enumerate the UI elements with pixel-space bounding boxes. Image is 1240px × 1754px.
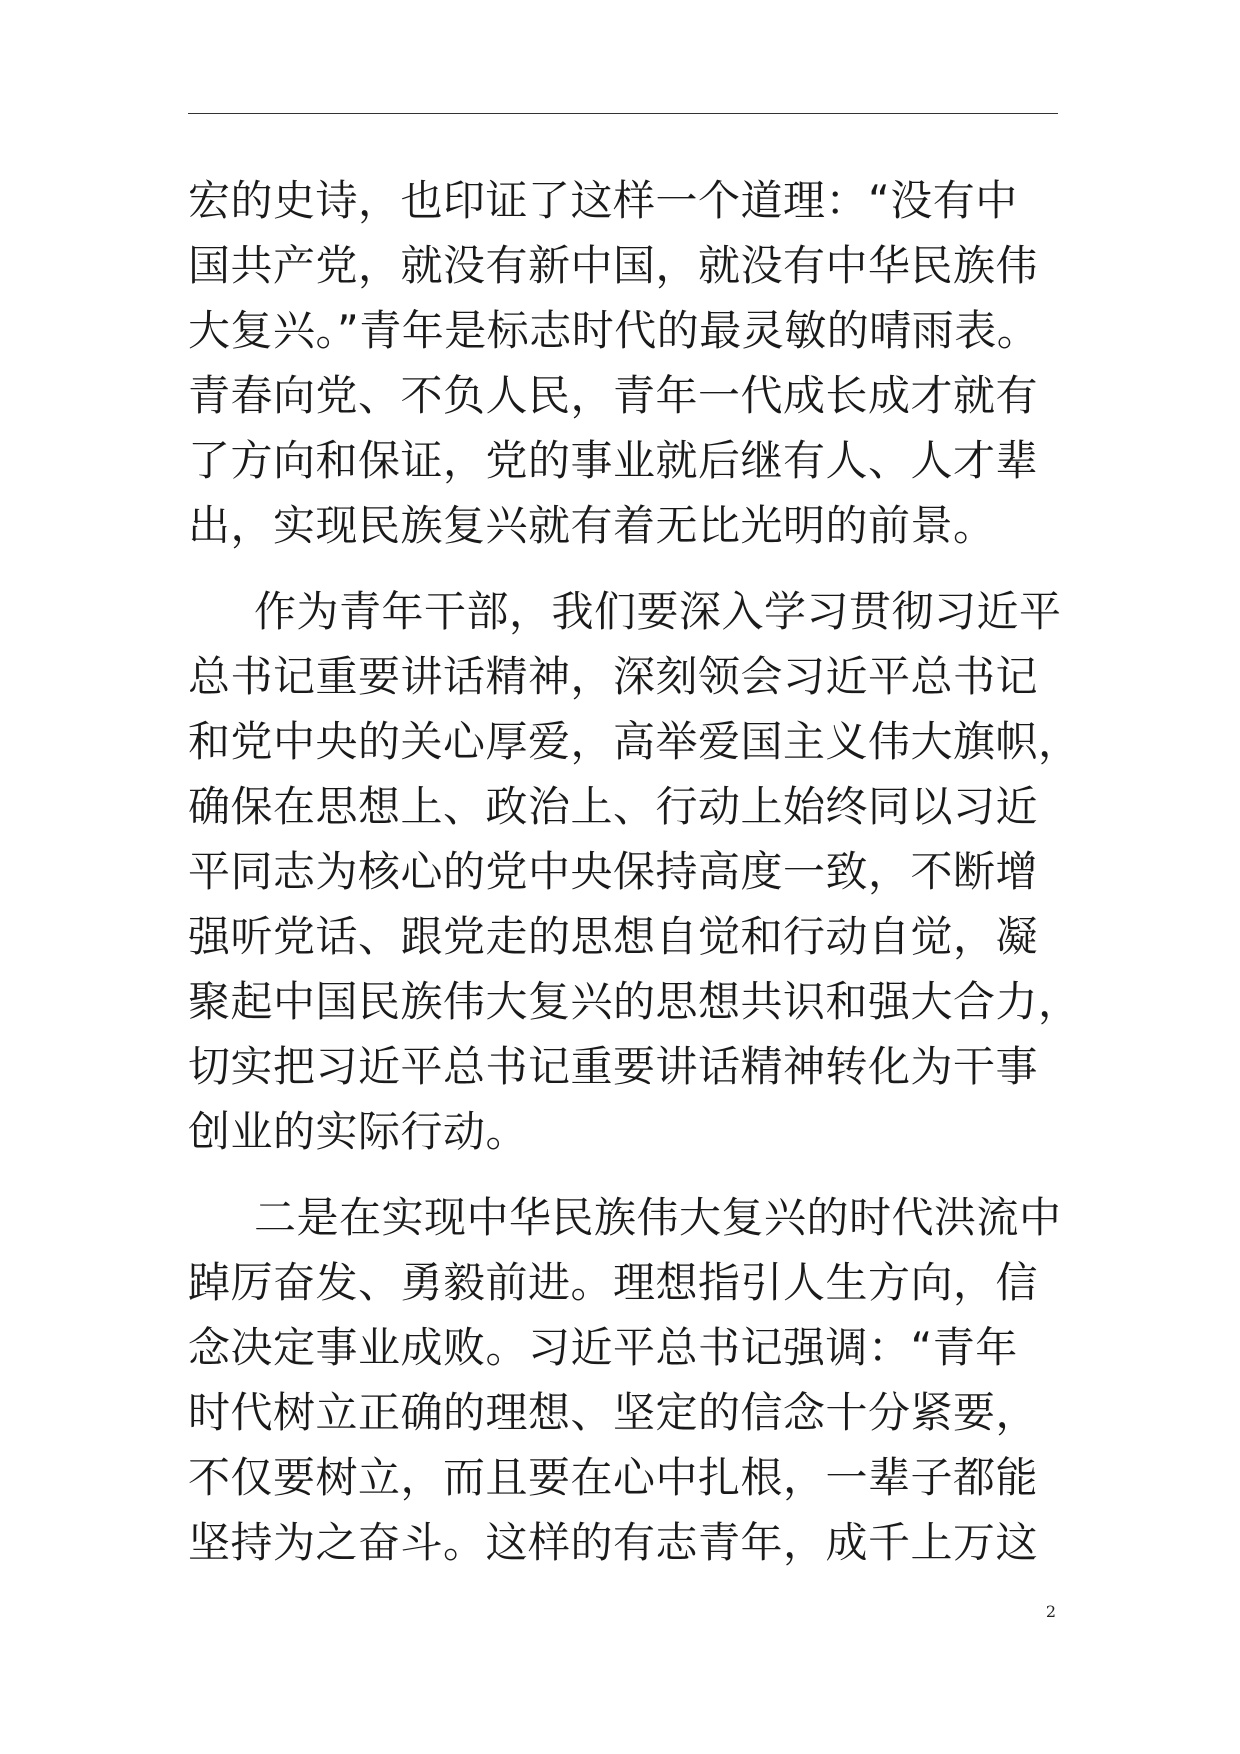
text-line: 青春向党、不负人民，青年一代成长成才就有 bbox=[188, 371, 1039, 420]
paragraph-3 bbox=[188, 1185, 1062, 1575]
paragraph-gap bbox=[188, 558, 1058, 579]
text-line: 强听党话、跟党走的思想自觉和行动自觉，凝 bbox=[188, 912, 1039, 961]
paragraph-gap bbox=[188, 1164, 1058, 1185]
text-line: 总书记重要讲话精神，深刻领会习近平总书记 bbox=[188, 652, 1039, 701]
paragraph-2 bbox=[188, 579, 1081, 1164]
text-line: 二是在实现中华民族伟大复兴的时代洪流中 bbox=[254, 1193, 1062, 1242]
body-text bbox=[188, 168, 1081, 1575]
text-line: 切实把习近平总书记重要讲话精神转化为干事 bbox=[188, 1042, 1039, 1091]
text-line: 不仅要树立，而且要在心中扎根，一辈子都能 bbox=[188, 1453, 1039, 1502]
text-line: 念决定事业成败。习近平总书记强调：“青年 bbox=[188, 1323, 1018, 1372]
header-rule bbox=[188, 113, 1058, 114]
text-line: 创业的实际行动。 bbox=[188, 1107, 529, 1156]
text-line: 时代树立正确的理想、坚定的信念十分紧要， bbox=[188, 1388, 1039, 1437]
text-line: 坚持为之奋斗。这样的有志青年，成千上万这 bbox=[188, 1518, 1039, 1567]
text-line: 了方向和保证，党的事业就后继有人、人才辈 bbox=[188, 436, 1039, 485]
text-line: 宏的史诗，也印证了这样一个道理：“没有中 bbox=[188, 176, 1018, 225]
page-number: 2 bbox=[1045, 1602, 1056, 1621]
text-line: 确保在思想上、政治上、行动上始终同以习近 bbox=[188, 782, 1039, 831]
text-line: 踔厉奋发、勇毅前进。理想指引人生方向，信 bbox=[188, 1258, 1039, 1307]
text-line: 出，实现民族复兴就有着无比光明的前景。 bbox=[188, 501, 996, 550]
text-line: 国共产党，就没有新中国，就没有中华民族伟 bbox=[188, 241, 1039, 290]
text-line: 平同志为核心的党中央保持高度一致，不断增 bbox=[188, 847, 1039, 896]
text-line: 作为青年干部，我们要深入学习贯彻习近平 bbox=[254, 587, 1062, 636]
text-line: 和党中央的关心厚爱，高举爱国主义伟大旗帜， bbox=[188, 717, 1081, 766]
paragraph-1 bbox=[188, 168, 1058, 558]
text-line: 大复兴。”青年是标志时代的最灵敏的晴雨表。 bbox=[188, 306, 1040, 355]
text-line: 聚起中国民族伟大复兴的思想共识和强大合力， bbox=[188, 977, 1081, 1026]
